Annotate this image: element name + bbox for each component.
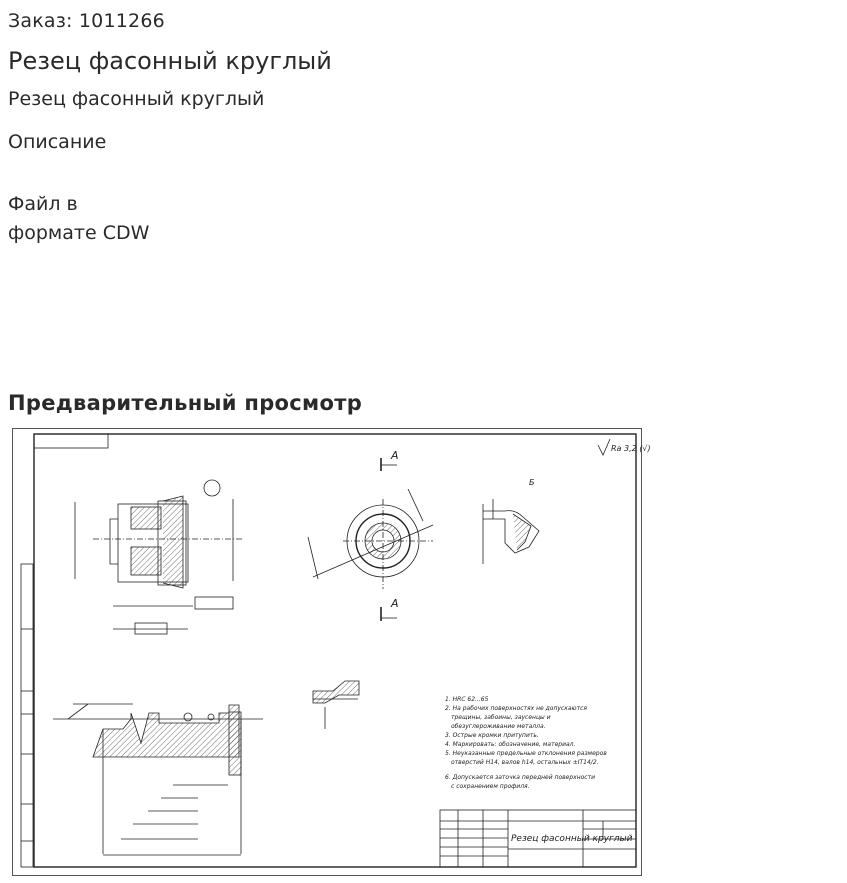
description-heading: Описание	[8, 131, 107, 153]
profile-view	[53, 704, 263, 855]
section-a-a	[308, 449, 433, 621]
product-subtitle: Резец фасонный круглый	[8, 88, 265, 110]
order-number: Заказ: 1011266	[8, 10, 165, 32]
detail-view-b	[483, 478, 539, 564]
title-block	[440, 810, 636, 867]
side-stamp-strip	[21, 564, 33, 867]
technical-notes	[445, 696, 607, 790]
svg-text:А: А	[391, 449, 399, 462]
file-format-line-2: формате CDW	[8, 222, 150, 244]
top-left-stamp-box	[34, 434, 108, 448]
svg-text:Б: Б	[529, 478, 535, 487]
svg-text:1. HRC 62...65: 1. HRC 62...65	[445, 696, 489, 703]
svg-text:3. Острые кромки притупить.: 3. Острые кромки притупить.	[445, 732, 539, 739]
small-section-view	[313, 681, 359, 729]
file-format-line-1: Файл в	[8, 193, 78, 215]
drawing-frame	[34, 434, 636, 867]
svg-text:5. Неуказанные предельные откл: 5. Неуказанные предельные отклонения размеров	[445, 750, 607, 757]
stamp-title: Резец фасонный круглый	[511, 834, 633, 844]
svg-text:4. Маркировать: обозначение, м: 4. Маркировать: обозначение, материал.	[445, 741, 576, 748]
svg-text:А: А	[391, 597, 399, 610]
svg-text:обезуглероживание металла.: обезуглероживание металла.	[451, 723, 546, 730]
main-view	[75, 480, 243, 634]
svg-text:отверстий H14, валов h14, оста: отверстий H14, валов h14, остальных ±IT14/2.	[451, 759, 599, 766]
surface-finish-mark	[598, 439, 610, 455]
preview-heading: Предварительный просмотр	[8, 391, 363, 415]
technical-drawing	[13, 429, 651, 875]
svg-text:6. Допускается заточка передне: 6. Допускается заточка передней поверхности	[445, 774, 596, 781]
svg-text:2. На рабочих поверхностях не: 2. На рабочих поверхностях не допускаются	[445, 705, 587, 712]
surface-finish-label: Ra 3,2 (√)	[611, 444, 651, 453]
drawing-preview[interactable]	[12, 428, 651, 876]
product-title: Резец фасонный круглый	[8, 47, 332, 75]
svg-text:трещины, забоины, заусенцы и: трещины, забоины, заусенцы и	[451, 714, 551, 721]
svg-text:с сохранением профиля.: с сохранением профиля.	[451, 783, 530, 790]
